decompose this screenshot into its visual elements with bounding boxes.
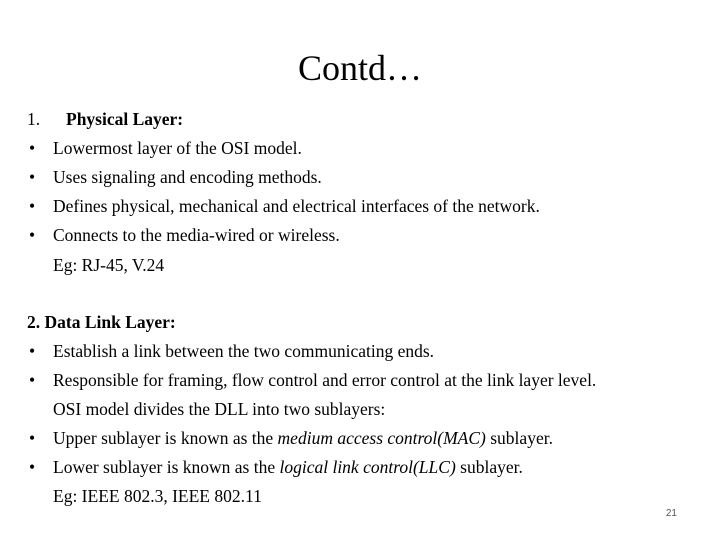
bullet-text: Defines physical, mechanical and electrical interfaces of the network. [53,196,540,216]
bullet-marker: • [29,167,36,187]
bullet-text-suffix: sublayer. [455,457,523,477]
continuation-text: OSI model divides the DLL into two sublayers: [53,399,386,419]
page-number: 21 [665,508,677,519]
bullet-marker: • [29,341,36,361]
bullet-marker: • [29,428,36,448]
bullet-text: Responsible for framing, flow control and error control at the link layer level. [53,370,597,390]
mac-term: medium access control(MAC) [277,428,486,448]
section2-example: Eg: IEEE 802.3, IEEE 802.11 [53,486,262,506]
section2-heading: 2. Data Link Layer: [27,312,176,332]
bullet-marker: • [29,370,36,390]
bullet-marker: • [29,225,36,245]
section1-heading: Physical Layer: [66,109,184,129]
bullet-text-suffix: sublayer. [485,428,553,448]
section1-example: Eg: RJ-45, V.24 [53,255,165,275]
bullet-text-prefix: Lower sublayer is known as the [53,457,280,477]
bullet-text-prefix: Upper sublayer is known as the [53,428,278,448]
bullet-marker: • [29,457,36,477]
bullet-marker: • [29,196,36,216]
bullet-text [53,456,523,478]
bullet-text: Connects to the media-wired or wireless. [53,225,340,245]
bullet-marker: • [29,138,36,158]
section1-number: 1. [27,109,41,129]
slide-title: Contd… [297,48,422,88]
bullet-text: Establish a link between the two communicating ends. [53,341,435,361]
bullet-text: Lowermost layer of the OSI model. [53,138,302,158]
bullet-text [53,427,553,449]
llc-term: logical link control(LLC) [279,457,456,477]
bullet-text: Uses signaling and encoding methods. [53,167,322,187]
